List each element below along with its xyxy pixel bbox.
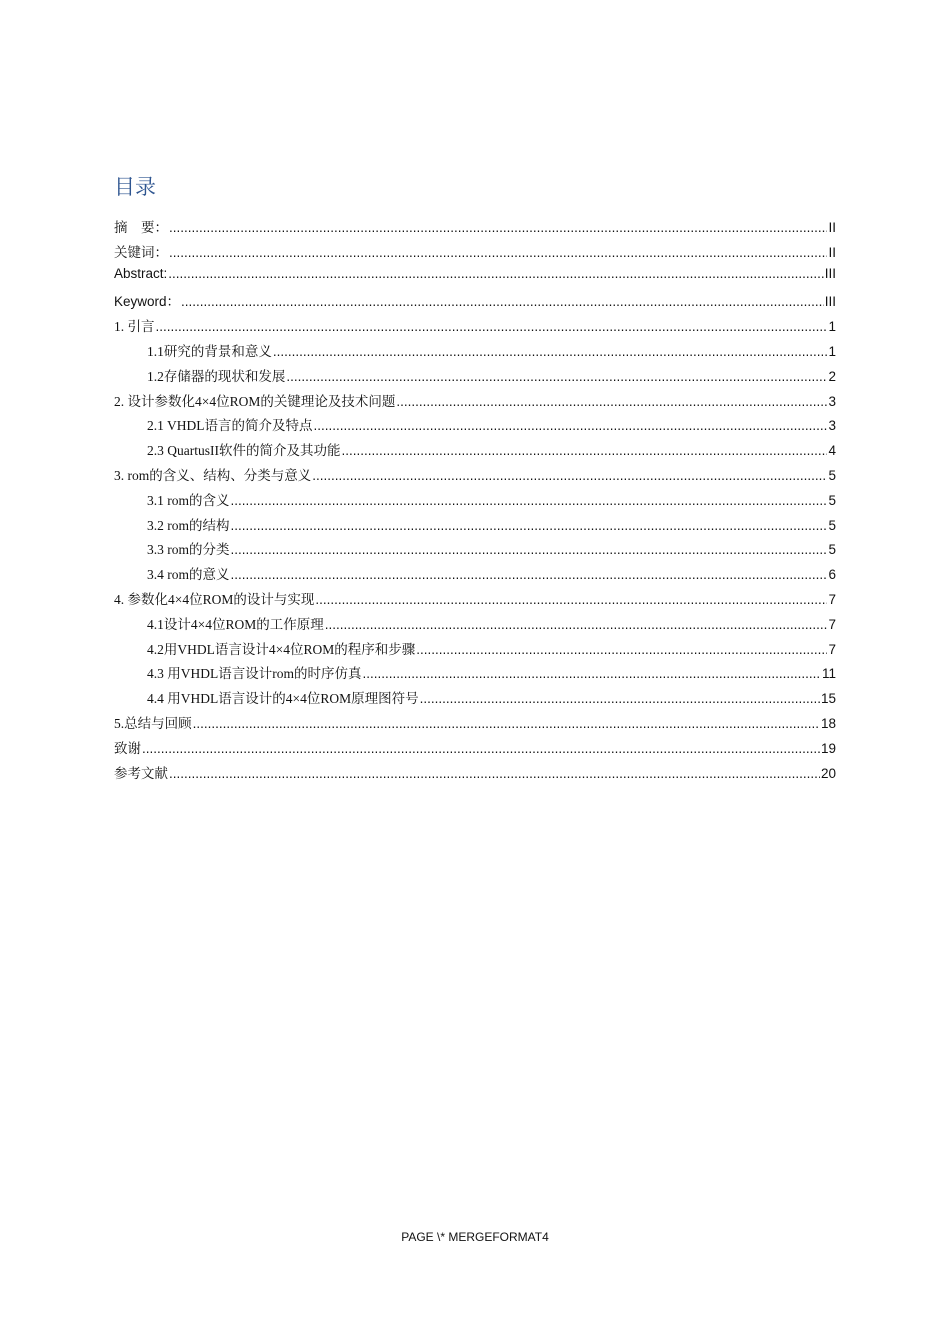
- toc-entry[interactable]: [114, 390, 836, 415]
- toc-entry[interactable]: [114, 687, 836, 712]
- toc-entry-title: Keyword：: [114, 294, 181, 310]
- toc-entry-page-number: 5: [828, 492, 836, 508]
- toc-entry-title: 4. 参数化4×4位ROM的设计与实现: [114, 591, 315, 607]
- toc-entry[interactable]: [114, 439, 836, 464]
- toc-entry[interactable]: [114, 489, 836, 514]
- toc-entry[interactable]: [114, 340, 836, 365]
- toc-entry-page-number: 20: [820, 765, 836, 781]
- toc-leader-dots: [231, 518, 828, 533]
- toc-entry[interactable]: [114, 365, 836, 390]
- toc-leader-dots: [168, 266, 823, 281]
- toc-entry-page-number: 3: [828, 418, 836, 434]
- toc-entry-title: 3.3 rom的分类: [147, 542, 230, 558]
- toc-leader-dots: [286, 369, 827, 384]
- toc-entry-title: 3.1 rom的含义: [147, 492, 230, 508]
- toc-leader-dots: [341, 443, 827, 458]
- toc-entry[interactable]: [114, 216, 836, 241]
- toc-leader-dots: [314, 418, 828, 433]
- toc-entry[interactable]: [114, 315, 836, 340]
- toc-entry[interactable]: [114, 538, 836, 563]
- toc-entry-page-number: 2: [828, 368, 836, 384]
- toc-entry-page-number: 6: [828, 567, 836, 583]
- toc-entry-title: 1. 引言: [114, 319, 155, 335]
- toc-entry[interactable]: [114, 613, 836, 638]
- toc-title: 目录: [114, 175, 156, 199]
- toc-entry[interactable]: [114, 290, 836, 315]
- toc-entry[interactable]: [114, 712, 836, 737]
- toc-leader-dots: [325, 617, 828, 632]
- toc-list: [114, 216, 836, 786]
- toc-leader-dots: [169, 766, 820, 781]
- toc-leader-dots: [420, 691, 820, 706]
- toc-entry-title: 参考文献: [114, 765, 168, 781]
- toc-entry-title: 致谢: [114, 740, 141, 756]
- toc-leader-dots: [156, 319, 828, 334]
- toc-leader-dots: [396, 394, 827, 409]
- toc-leader-dots: [315, 592, 827, 607]
- toc-entry-title: 摘 要：: [114, 220, 168, 235]
- toc-leader-dots: [231, 567, 828, 582]
- toc-entry-title: 3.2 rom的结构: [147, 517, 230, 533]
- toc-entry-page-number: 7: [828, 616, 836, 632]
- toc-entry-title: 2.3 QuartusII软件的简介及其功能: [147, 443, 341, 459]
- toc-leader-dots: [169, 245, 827, 260]
- toc-entry[interactable]: [114, 588, 836, 613]
- toc-entry-title: 3. rom的含义、结构、分类与意义: [114, 467, 312, 483]
- toc-entry-title: 2.1 VHDL语言的简介及特点: [147, 418, 313, 434]
- toc-entry-page-number: 5: [828, 542, 836, 558]
- toc-entry[interactable]: [114, 266, 836, 291]
- toc-entry-page-number: III: [824, 265, 836, 281]
- toc-entry-title: 4.3 用VHDL语言设计rom的时序仿真: [147, 666, 362, 682]
- toc-entry-page-number: 7: [828, 641, 836, 657]
- toc-entry-page-number: 11: [821, 666, 836, 682]
- toc-entry-page-number: 1: [828, 319, 836, 335]
- toc-entry-page-number: 15: [820, 691, 836, 707]
- toc-leader-dots: [169, 220, 827, 235]
- toc-leader-dots: [416, 642, 827, 657]
- toc-entry-page-number: 4: [828, 443, 836, 459]
- toc-entry-title: 1.2存储器的现状和发展: [147, 368, 286, 384]
- toc-entry-title: 2. 设计参数化4×4位ROM的关键理论及技术问题: [114, 393, 396, 409]
- toc-entry[interactable]: [114, 662, 836, 687]
- toc-entry-page-number: III: [824, 294, 836, 310]
- toc-leader-dots: [231, 542, 828, 557]
- toc-entry[interactable]: [114, 414, 836, 439]
- toc-entry-title: 4.4 用VHDL语言设计的4×4位ROM原理图符号: [147, 691, 419, 707]
- toc-leader-dots: [181, 294, 824, 309]
- toc-entry-title: 4.1设计4×4位ROM的工作原理: [147, 616, 324, 632]
- toc-entry[interactable]: [114, 737, 836, 762]
- toc-entry-page-number: II: [828, 244, 836, 260]
- toc-leader-dots: [363, 666, 821, 681]
- toc-leader-dots: [142, 741, 820, 756]
- toc-leader-dots: [273, 344, 828, 359]
- toc-entry-title: 5.总结与回顾: [114, 715, 192, 731]
- toc-entry-page-number: 5: [828, 467, 836, 483]
- toc-entry-page-number: 7: [828, 591, 836, 607]
- toc-entry-title: 1.1研究的背景和意义: [147, 343, 272, 359]
- toc-leader-dots: [312, 468, 827, 483]
- toc-entry-page-number: 19: [820, 740, 836, 756]
- toc-entry-page-number: 1: [828, 343, 836, 359]
- toc-entry-title: 关键词：: [114, 244, 168, 260]
- toc-entry[interactable]: [114, 464, 836, 489]
- page-footer: PAGE \* MERGEFORMAT4: [401, 1230, 549, 1244]
- toc-leader-dots: [193, 716, 820, 731]
- toc-entry-page-number: 18: [820, 715, 836, 731]
- toc-entry[interactable]: [114, 563, 836, 588]
- toc-entry-title: 4.2用VHDL语言设计4×4位ROM的程序和步骤: [147, 641, 416, 657]
- toc-entry[interactable]: [114, 241, 836, 266]
- toc-entry[interactable]: [114, 514, 836, 539]
- toc-entry-title: Abstract:: [114, 265, 168, 281]
- toc-entry-page-number: II: [828, 220, 836, 235]
- toc-entry[interactable]: [114, 638, 836, 663]
- toc-leader-dots: [231, 493, 828, 508]
- toc-entry[interactable]: [114, 762, 836, 787]
- toc-entry-page-number: 5: [828, 517, 836, 533]
- toc-entry-title: 3.4 rom的意义: [147, 567, 230, 583]
- toc-entry-page-number: 3: [828, 393, 836, 409]
